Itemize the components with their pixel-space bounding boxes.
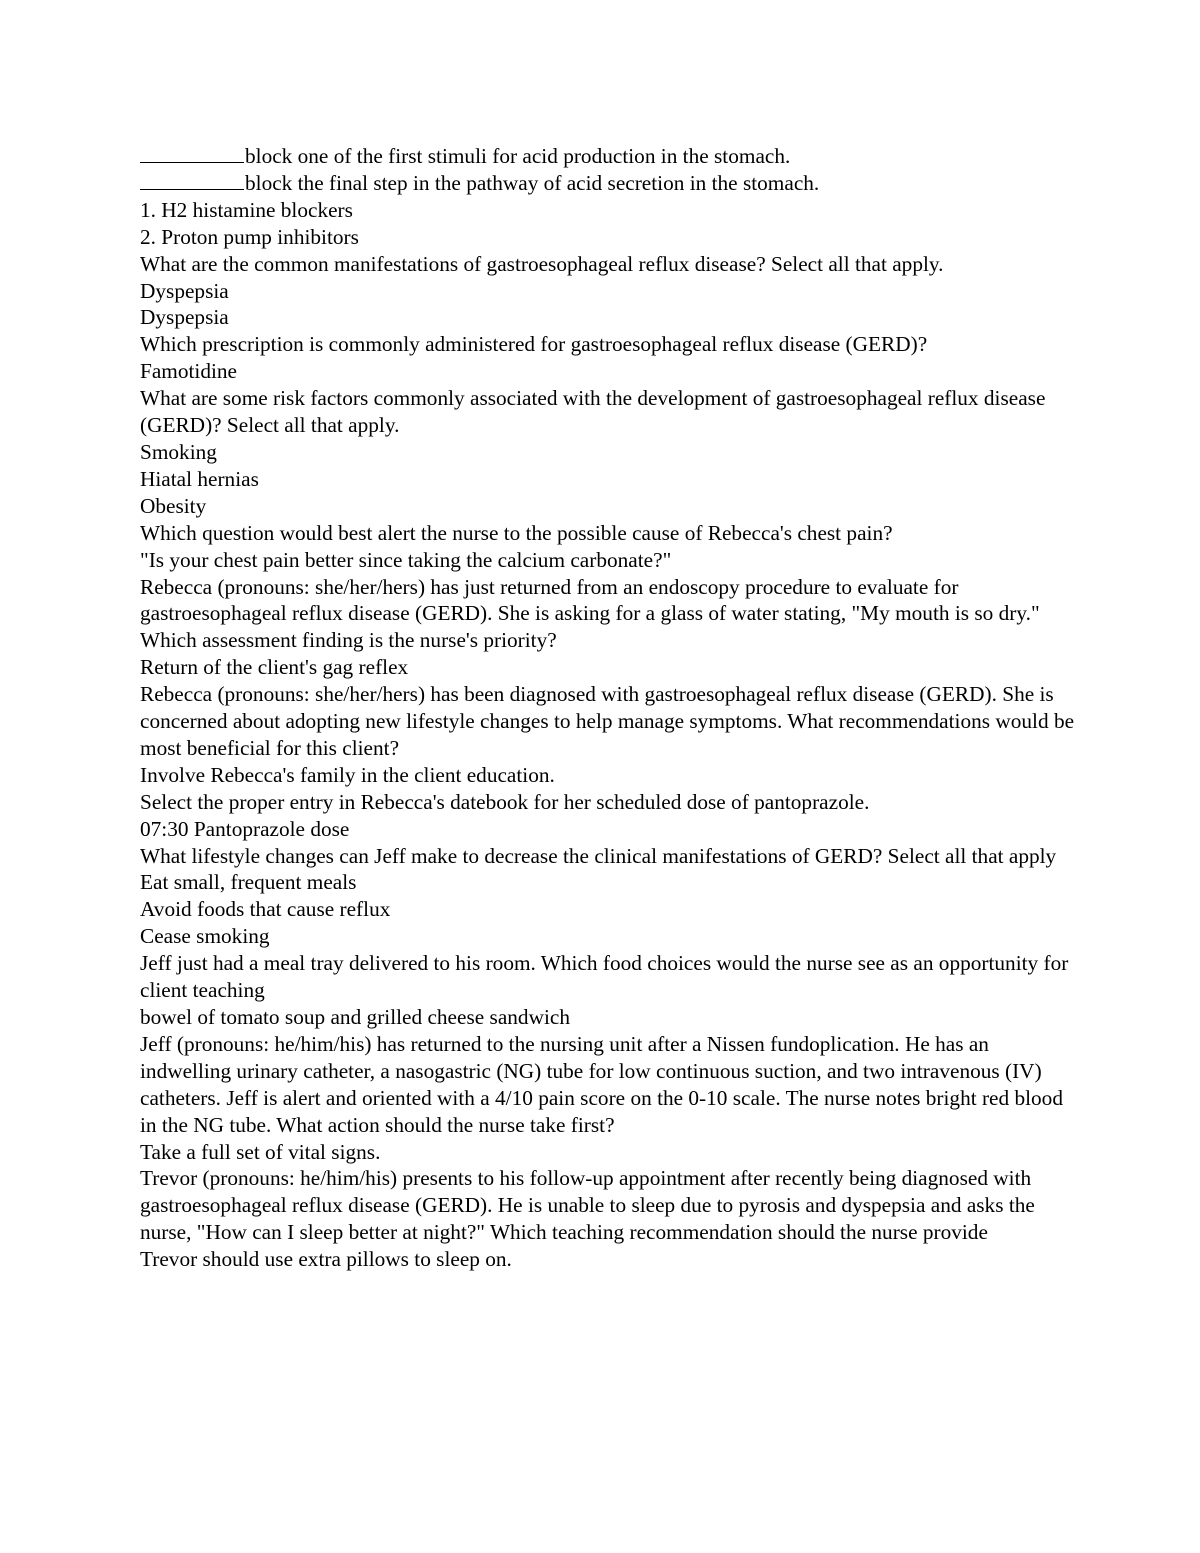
question-line: Trevor (pronouns: he/him/his) presents to his follow-up appointment after recently being diagnosed with gastroesophageal reflux disease (GERD). He is unable to sleep due to pyrosis and dyspepsia and asks the nurse, "How can I sleep better at night?" Which teaching recommendation should the nurse provide: [140, 1166, 1035, 1245]
answer-line: Dyspepsia: [140, 278, 229, 303]
answer-line: 07:30 Pantoprazole dose: [140, 816, 350, 841]
answer-line: 1. H2 histamine blockers: [140, 197, 353, 222]
question-line: Jeff just had a meal tray delivered to his room. Which food choices would the nurse see as an opportunity for client teaching: [140, 951, 1069, 1003]
question-line: Which prescription is commonly administered for gastroesophageal reflux disease (GERD)?: [140, 332, 928, 357]
question-line: What are the common manifestations of gastroesophageal reflux disease? Select all that apply.: [140, 251, 944, 276]
question-line: What lifestyle changes can Jeff make to decrease the clinical manifestations of GERD? Select all that apply: [140, 843, 1057, 868]
answer-line: bowel of tomato soup and grilled cheese sandwich: [140, 1005, 570, 1029]
question-line: Rebecca (pronouns: she/her/hers) has just returned from an endoscopy procedure to evaluate for gastroesophageal reflux disease (GERD). She is asking for a glass of water stating, "My mouth is so dry." Which assessment finding is the nurse's priority?: [140, 574, 1040, 653]
question-line: What are some risk factors commonly associated with the development of gastroesophageal reflux disease (GERD)? Select all that apply.: [140, 386, 1046, 438]
question-text: block one of the first stimuli for acid production in the stomach.: [245, 144, 791, 168]
document-body: [140, 143, 1075, 1273]
fill-in-blank: [140, 143, 244, 163]
answer-line: Trevor should use extra pillows to sleep on.: [140, 1247, 512, 1272]
answer-line: "Is your chest pain better since taking the calcium carbonate?": [140, 547, 672, 572]
question-line-ppi: [140, 170, 1075, 197]
question-line: Rebecca (pronouns: she/her/hers) has been diagnosed with gastroesophageal reflux disease (GERD). She is concerned about adopting new lifestyle changes to help manage symptoms. What recommendations would be most beneficial for this client?: [140, 682, 1075, 760]
answer-line: Avoid foods that cause reflux: [140, 897, 391, 922]
answer-line: Eat small, frequent meals: [140, 870, 357, 895]
question-line-h2-blockers: [140, 143, 1075, 170]
answer-line: Take a full set of vital signs.: [140, 1139, 381, 1164]
answer-line: Obesity: [140, 493, 207, 518]
answer-line: Involve Rebecca's family in the client education.: [140, 762, 555, 787]
answer-line: Smoking: [140, 439, 217, 464]
fill-in-blank: [140, 170, 244, 190]
question-line: Jeff (pronouns: he/him/his) has returned to the nursing unit after a Nissen fundoplication. He has an indwelling urinary catheter, a nasogastric (NG) tube for low continuous suction, and two intravenous (IV) catheters. Jeff is alert and oriented with a 4/10 pain score on the 0-10 scale. The nurse notes bright red blood in the NG tube. What action should the nurse take first?: [140, 1031, 1063, 1137]
answer-line: Cease smoking: [140, 924, 270, 949]
question-line: Which question would best alert the nurse to the possible cause of Rebecca's chest pain?: [140, 520, 893, 545]
answer-line: Dyspepsia: [140, 305, 229, 330]
question-text: block the final step in the pathway of acid secretion in the stomach.: [245, 170, 820, 195]
answer-line: Famotidine: [140, 359, 238, 384]
answer-line: 2. Proton pump inhibitors: [140, 224, 359, 249]
answer-line: Return of the client's gag reflex: [140, 655, 409, 680]
answer-line: Hiatal hernias: [140, 466, 259, 491]
question-line: Select the proper entry in Rebecca's datebook for her scheduled dose of pantoprazole.: [140, 789, 870, 814]
